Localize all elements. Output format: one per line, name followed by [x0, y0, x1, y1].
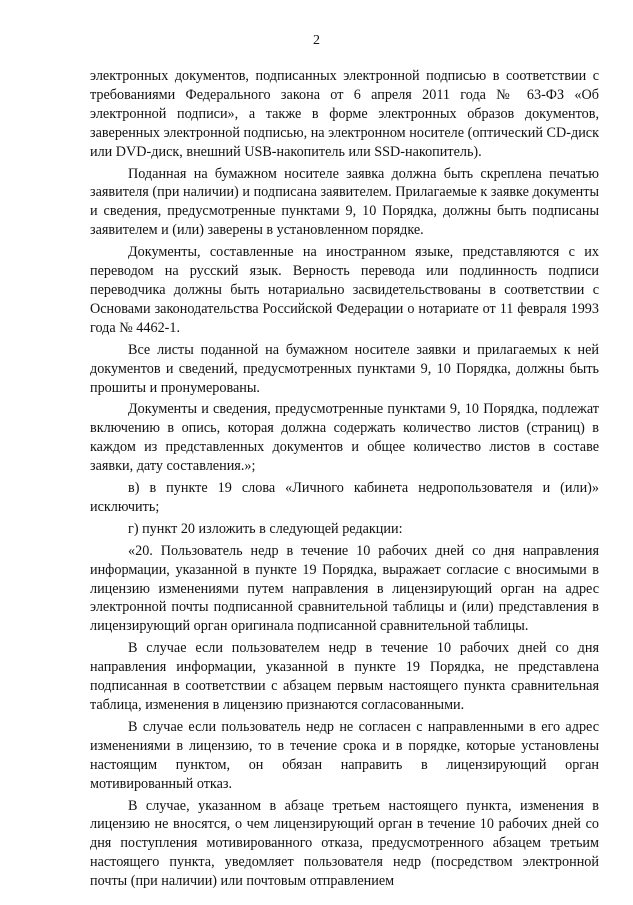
- paragraph-2: Поданная на бумажном носителе заявка должна быть скреплена печатью заявителя (при наличии) и подписана заявителем. Прилагаемые к заявке документы и сведения, предусмотренные пунктами 9, 10 Порядка, должны быть подписаны заявителем и (или) заверены в установленном порядке.: [90, 165, 599, 239]
- paragraph-7: г) пункт 20 изложить в следующей редакции:: [128, 520, 403, 537]
- paragraph-10: В случае если пользователь недр не согласен с направленными в его адрес изменениями в лицензию, то в течение срока и в порядке, которые установлены настоящим пунктом, он обязан направить в лицензирующий орган мотивированный отказ.: [90, 718, 599, 792]
- page-number: 2: [313, 33, 320, 48]
- paragraph-1: электронных документов, подписанных электронной подписью в соответствии с требованиями Федерального закона от 6 апреля 2011 года № 63-ФЗ «Об электронной подписи», а также в форме электронных образов документов, заверенных электронной подписью, на электронном носителе (оптический CD-диск или DVD-диск, внешний USB-накопитель или SSD-накопитель).: [90, 68, 599, 160]
- document-body: [90, 67, 599, 894]
- paragraph-3: Документы, составленные на иностранном языке, представляются с их переводом на русский язык. Верность перевода или подлинность подписи переводчика должны быть нотариально засвидетельствованы в соответствии с Основами законодательства Российской Федерации о нотариате от 11 февраля 1993 года № 4462-1.: [90, 244, 599, 336]
- paragraph-4: Все листы поданной на бумажном носителе заявки и прилагаемых к ней документов и сведений, предусмотренных пунктами 9, 10 Порядка, должны быть прошиты и пронумерованы.: [90, 341, 599, 396]
- paragraph-6: в) в пункте 19 слова «Личного кабинета недропользователя и (или)» исключить;: [90, 480, 599, 515]
- paragraph-9: В случае если пользователем недр в течение 10 рабочих дней со дня направления информации, указанной в пункте 19 Порядка, не представлена подписанная в соответствии с абзацем первым настоящего пункта сравнительная таблица, изменения в лицензию признаются согласованными.: [90, 640, 599, 713]
- paragraph-11: В случае, указанном в абзаце третьем настоящего пункта, изменения в лицензию не вносятся, о чем лицензирующий орган в течение 10 рабочих дней со дня поступления мотивированного отказа, предусмотренного абзацем третьим настоящего пункта, уведомляет пользователя недр (посредством электронной почты (при наличии) или почтовым отправлением: [90, 797, 599, 890]
- paragraph-5: Документы и сведения, предусмотренные пунктами 9, 10 Порядка, подлежат включению в опись, которая должна содержать количество листов (страниц) в каждом из представленных документов и общее количество листов в составе заявки, дату составления.»;: [90, 401, 599, 475]
- paragraph-8: «20. Пользователь недр в течение 10 рабочих дней со дня направления информации, указанной в пункте 19 Порядка, выражает согласие с вносимыми в лицензию изменениями путем направления в лицензирующий орган на адрес электронной почты подписанной сравнительной таблицы и (или) представления в лицензирующий орган оригинала подписанной сравнительной таблицы.: [90, 542, 599, 635]
